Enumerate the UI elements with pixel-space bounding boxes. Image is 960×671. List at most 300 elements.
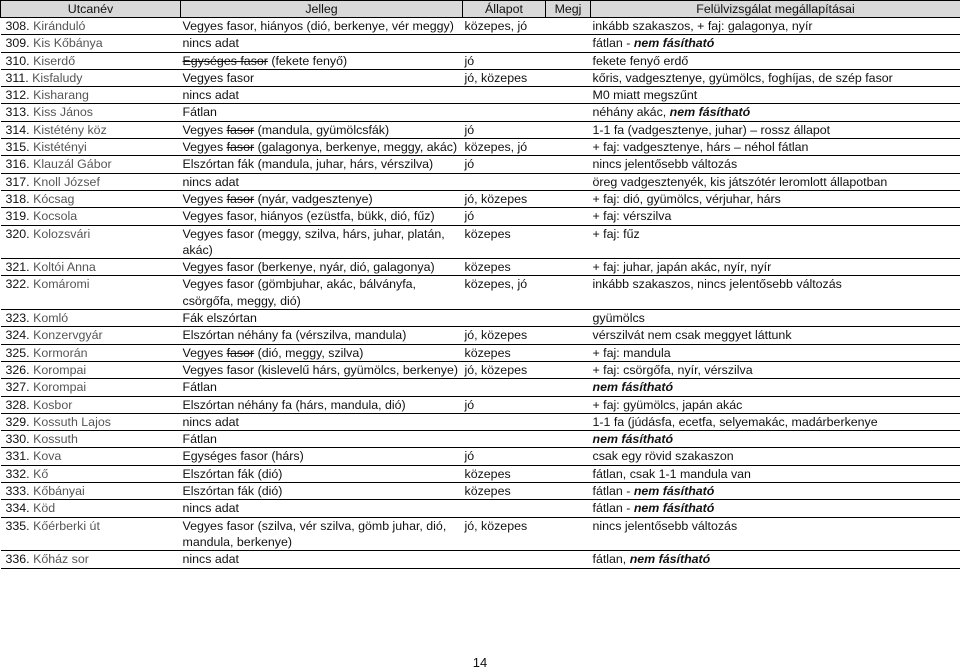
row-number: 323.	[5, 311, 30, 326]
street-name: Kiránduló	[33, 19, 86, 33]
street-name-cell	[1, 18, 181, 35]
felul-text: fekete fenyő erdő	[592, 53, 689, 68]
jelleg-text: Fátlan	[182, 432, 217, 447]
megj-cell	[546, 208, 591, 225]
felulvizsgalat-cell	[591, 87, 960, 104]
street-name-cell	[1, 500, 181, 517]
table-row	[1, 35, 960, 52]
header-felulvizsgalat: Felülvizsgálat megállapításai	[591, 1, 960, 18]
row-number: 311.	[5, 70, 29, 85]
allapot-cell: jó, közepes	[463, 517, 546, 551]
megj-cell	[546, 259, 591, 276]
jelleg-text: Vegyes fasor	[182, 70, 255, 85]
street-name: Kiserdő	[33, 53, 76, 68]
jelleg-cell	[181, 259, 463, 276]
jelleg-text: (mandula, gyümölcsfák)	[254, 122, 390, 137]
street-name-cell	[1, 396, 181, 413]
jelleg-text: Fátlan	[182, 105, 217, 120]
jelleg-text: (nyár, vadgesztenye)	[254, 191, 373, 206]
allapot-cell: jó	[463, 121, 546, 138]
street-name-cell	[1, 52, 181, 69]
felulvizsgalat-cell	[591, 448, 960, 465]
jelleg-text: Egységes fasor	[182, 53, 268, 68]
allapot-cell	[463, 35, 546, 52]
allapot-cell	[463, 173, 546, 190]
jelleg-text: Fák elszórtan	[182, 311, 257, 326]
street-name-cell	[1, 190, 181, 207]
megj-cell	[546, 361, 591, 378]
table-row	[1, 259, 960, 276]
megj-cell	[546, 500, 591, 517]
row-number: 331.	[5, 449, 30, 464]
table-row	[1, 139, 960, 156]
jelleg-cell	[181, 517, 463, 551]
megj-cell	[546, 551, 591, 568]
megj-cell	[546, 69, 591, 86]
table-body	[1, 18, 960, 569]
jelleg-text: Egységes fasor (hárs)	[182, 449, 304, 464]
megj-cell	[546, 327, 591, 344]
megj-cell	[546, 139, 591, 156]
jelleg-text: fasor	[226, 191, 255, 206]
row-number: 312.	[5, 88, 30, 103]
jelleg-text: (galagonya, berkenye, meggy, akác)	[254, 140, 458, 155]
megj-cell	[546, 104, 591, 121]
jelleg-cell	[181, 18, 463, 35]
row-number: 310.	[5, 53, 30, 68]
row-number: 332.	[5, 466, 30, 481]
jelleg-text: fasor	[226, 345, 255, 360]
table-row	[1, 431, 960, 448]
felulvizsgalat-cell	[591, 361, 960, 378]
street-name-cell	[1, 156, 181, 173]
street-name: Kossuth Lajos	[33, 414, 111, 429]
felul-text: 1-1 fa (vadgesztenye, juhar) – rossz állapot	[592, 122, 831, 137]
felul-text: + faj: fűz	[592, 226, 640, 241]
jelleg-cell	[181, 379, 463, 396]
jelleg-cell	[181, 344, 463, 361]
jelleg-cell	[181, 156, 463, 173]
megj-cell	[546, 465, 591, 482]
table-row	[1, 517, 960, 551]
jelleg-cell	[181, 225, 463, 259]
jelleg-cell	[181, 208, 463, 225]
table-row	[1, 225, 960, 259]
felul-text: csak egy rövid szakaszon	[592, 449, 734, 464]
felulvizsgalat-cell	[591, 18, 960, 35]
felulvizsgalat-cell	[591, 344, 960, 361]
jelleg-text: Vegyes fasor (berkenye, nyár, dió, galagonya)	[182, 260, 435, 275]
table-row	[1, 190, 960, 207]
row-number: 327.	[5, 380, 30, 395]
megj-cell	[546, 35, 591, 52]
felulvizsgalat-cell	[591, 35, 960, 52]
allapot-cell: jó, közepes	[463, 190, 546, 207]
jelleg-text: Vegyes fasor (kislevelű hárs, gyümölcs, berkenye)	[182, 362, 458, 377]
street-name: Komló	[33, 311, 69, 326]
jelleg-cell	[181, 121, 463, 138]
allapot-cell: közepes, jó	[463, 18, 546, 35]
street-name-cell	[1, 104, 181, 121]
megj-cell	[546, 431, 591, 448]
jelleg-text: (dió, meggy, szilva)	[254, 345, 364, 360]
row-number: 324.	[5, 328, 30, 343]
jelleg-cell	[181, 310, 463, 327]
street-name-cell	[1, 276, 181, 310]
jelleg-text: Elszórtan fák (dió)	[182, 466, 283, 481]
row-number: 309.	[5, 36, 30, 51]
jelleg-cell	[181, 431, 463, 448]
jelleg-text: Vegyes	[182, 140, 227, 155]
jelleg-cell	[181, 465, 463, 482]
megj-cell	[546, 52, 591, 69]
felul-text: nem fásítható	[669, 105, 751, 120]
row-number: 321.	[5, 260, 30, 275]
jelleg-text: nincs adat	[182, 501, 239, 516]
felulvizsgalat-cell	[591, 327, 960, 344]
header-jelleg: Jelleg	[181, 1, 463, 18]
jelleg-text: nincs adat	[182, 552, 239, 567]
row-number: 335.	[5, 518, 30, 533]
felulvizsgalat-cell	[591, 121, 960, 138]
jelleg-cell	[181, 69, 463, 86]
felulvizsgalat-cell	[591, 517, 960, 551]
felul-text: fátlan, csak 1-1 mandula van	[592, 466, 751, 481]
megj-cell	[546, 156, 591, 173]
megj-cell	[546, 87, 591, 104]
street-name: Kossuth	[33, 432, 78, 447]
table-row	[1, 483, 960, 500]
felul-text: inkább szakaszos, + faj: galagonya, nyír	[592, 19, 813, 33]
allapot-cell: jó	[463, 448, 546, 465]
street-name-cell	[1, 139, 181, 156]
jelleg-text: nincs adat	[182, 174, 239, 189]
felul-text: M0 miatt megszűnt	[592, 88, 698, 103]
felul-text: nem fásítható	[633, 484, 715, 499]
table-row	[1, 448, 960, 465]
felul-text: + faj: csörgőfa, nyír, vérszilva	[592, 362, 753, 377]
street-name-cell	[1, 431, 181, 448]
jelleg-text: Vegyes fasor (szilva, vér szilva, gömb juhar, dió, mandula, berkenye)	[182, 518, 447, 549]
row-number: 313.	[5, 105, 30, 120]
row-number: 336.	[5, 552, 30, 567]
row-number: 329.	[5, 414, 30, 429]
megj-cell	[546, 276, 591, 310]
jelleg-text: Vegyes	[182, 191, 227, 206]
street-name-cell	[1, 208, 181, 225]
header-megj: Megj	[546, 1, 591, 18]
jelleg-cell	[181, 551, 463, 568]
street-name: Kormorán	[33, 345, 88, 360]
jelleg-text: nincs adat	[182, 414, 239, 429]
table-row	[1, 156, 960, 173]
table-row	[1, 121, 960, 138]
page-number: 14	[472, 655, 488, 670]
jelleg-text: fasor	[226, 140, 255, 155]
allapot-cell	[463, 310, 546, 327]
megj-cell	[546, 173, 591, 190]
street-name: Kőbányai	[33, 484, 85, 499]
street-name-cell	[1, 448, 181, 465]
row-number: 322.	[5, 277, 30, 292]
felulvizsgalat-cell	[591, 310, 960, 327]
jelleg-cell	[181, 396, 463, 413]
megj-cell	[546, 190, 591, 207]
felulvizsgalat-cell	[591, 551, 960, 568]
megj-cell	[546, 517, 591, 551]
row-number: 316.	[5, 157, 30, 172]
felul-text: nem fásítható	[633, 36, 715, 51]
street-name-cell	[1, 225, 181, 259]
allapot-cell: jó, közepes	[463, 327, 546, 344]
table-row	[1, 413, 960, 430]
felulvizsgalat-cell	[591, 173, 960, 190]
street-name: Korompai	[33, 380, 87, 395]
row-number: 319.	[5, 209, 30, 224]
allapot-cell	[463, 500, 546, 517]
row-number: 320.	[5, 226, 30, 241]
row-number: 315.	[5, 140, 30, 155]
street-name: Kis Kőbánya	[33, 36, 103, 51]
jelleg-cell	[181, 448, 463, 465]
street-name-cell	[1, 551, 181, 568]
street-name: Kő	[33, 466, 49, 481]
jelleg-text: Elszórtan fák (mandula, juhar, hárs, vérszilva)	[182, 157, 434, 172]
jelleg-cell	[181, 276, 463, 310]
jelleg-cell	[181, 35, 463, 52]
felulvizsgalat-cell	[591, 465, 960, 482]
jelleg-cell	[181, 327, 463, 344]
felul-text: vérszilvát nem csak meggyet láttunk	[592, 328, 792, 343]
megj-cell	[546, 396, 591, 413]
street-name: Konzervgyár	[33, 328, 103, 343]
street-name: Koltói Anna	[33, 260, 96, 275]
megj-cell	[546, 413, 591, 430]
header-utcanev: Utcanév	[1, 1, 181, 18]
megj-cell	[546, 448, 591, 465]
street-name-cell	[1, 379, 181, 396]
felulvizsgalat-cell	[591, 413, 960, 430]
row-number: 334.	[5, 501, 30, 516]
jelleg-cell	[181, 104, 463, 121]
felul-text: gyümölcs	[592, 311, 645, 326]
street-name: Kolozsvári	[33, 226, 91, 241]
megj-cell	[546, 18, 591, 35]
felul-text: 1-1 fa (júdásfa, ecetfa, selyemakác, madárberkenye	[592, 414, 878, 429]
street-name-cell	[1, 413, 181, 430]
allapot-cell: jó	[463, 208, 546, 225]
allapot-cell: jó, közepes	[463, 361, 546, 378]
felul-text: + faj: dió, gyümölcs, vérjuhar, hárs	[592, 191, 781, 206]
street-name-cell	[1, 69, 181, 86]
jelleg-text: Elszórtan néhány fa (vérszilva, mandula)	[182, 328, 407, 343]
felul-text: nem fásítható	[592, 432, 674, 447]
street-name: Kőérberki út	[33, 518, 100, 533]
street-name: Kosbor	[33, 397, 73, 412]
felul-text: fátlan,	[592, 552, 630, 567]
megj-cell	[546, 225, 591, 259]
felul-text: nem fásítható	[633, 501, 715, 516]
street-name: Kova	[33, 449, 62, 464]
allapot-cell: közepes	[463, 259, 546, 276]
row-number: 308.	[5, 19, 30, 33]
street-name: Korompai	[33, 362, 87, 377]
megj-cell	[546, 310, 591, 327]
header-allapot: Állapot	[463, 1, 546, 18]
felul-text: nincs jelentősebb változás	[592, 157, 738, 172]
jelleg-text: fasor	[226, 122, 255, 137]
street-name: Kistétényi	[33, 140, 87, 155]
table-row	[1, 465, 960, 482]
street-name-cell	[1, 310, 181, 327]
felulvizsgalat-cell	[591, 139, 960, 156]
allapot-cell	[463, 413, 546, 430]
felulvizsgalat-cell	[591, 104, 960, 121]
allapot-cell: közepes	[463, 344, 546, 361]
felulvizsgalat-cell	[591, 259, 960, 276]
table-row	[1, 310, 960, 327]
felul-text: kőris, vadgesztenye, gyümölcs, foghíjas, de szép fasor	[592, 70, 893, 85]
table-row	[1, 327, 960, 344]
table-row	[1, 500, 960, 517]
street-name-cell	[1, 259, 181, 276]
felul-text: fátlan -	[592, 484, 634, 499]
jelleg-text: (fekete fenyő)	[267, 53, 348, 68]
jelleg-cell	[181, 173, 463, 190]
felulvizsgalat-cell	[591, 69, 960, 86]
row-number: 314.	[5, 122, 30, 137]
table-row	[1, 173, 960, 190]
felulvizsgalat-cell	[591, 208, 960, 225]
jelleg-text: Vegyes fasor (gömbjuhar, akác, bálványfa, csörgőfa, meggy, dió)	[182, 277, 416, 308]
felulvizsgalat-cell	[591, 52, 960, 69]
jelleg-text: Vegyes fasor, hiányos (dió, berkenye, vér meggy)	[182, 19, 454, 33]
jelleg-text: Elszórtan fák (dió)	[182, 484, 283, 499]
jelleg-cell	[181, 500, 463, 517]
jelleg-cell	[181, 483, 463, 500]
felulvizsgalat-cell	[591, 483, 960, 500]
street-name: Klauzál Gábor	[33, 157, 112, 172]
allapot-cell	[463, 431, 546, 448]
jelleg-text: Elszórtan néhány fa (hárs, mandula, dió)	[182, 397, 406, 412]
felul-text: fátlan -	[592, 36, 634, 51]
table-row	[1, 344, 960, 361]
felul-text: öreg vadgesztenyék, kis játszótér leromlott állapotban	[592, 174, 888, 189]
allapot-cell: közepes	[463, 465, 546, 482]
felulvizsgalat-cell	[591, 156, 960, 173]
jelleg-cell	[181, 87, 463, 104]
allapot-cell: közepes	[463, 225, 546, 259]
row-number: 326.	[5, 362, 30, 377]
street-name-cell	[1, 87, 181, 104]
table-row	[1, 87, 960, 104]
felul-text: nem fásítható	[592, 380, 674, 395]
table-row	[1, 396, 960, 413]
felulvizsgalat-cell	[591, 225, 960, 259]
jelleg-text: nincs adat	[182, 88, 239, 103]
felul-text: fátlan -	[592, 501, 634, 516]
felul-text: néhány akác,	[592, 105, 670, 120]
row-number: 330.	[5, 432, 30, 447]
street-name: Kocsola	[33, 209, 78, 224]
street-name: Kiss János	[33, 105, 93, 120]
street-name-cell	[1, 327, 181, 344]
felul-text: inkább szakaszos, nincs jelentősebb változás	[592, 277, 842, 292]
table-header-row	[1, 1, 960, 18]
felulvizsgalat-cell	[591, 190, 960, 207]
felul-text: + faj: vérszilva	[592, 209, 672, 224]
felul-text: + faj: gyümölcs, japán akác	[592, 397, 743, 412]
table-row	[1, 18, 960, 35]
street-name: Komáromi	[33, 277, 90, 292]
table-row	[1, 276, 960, 310]
allapot-cell: jó	[463, 156, 546, 173]
table-row	[1, 551, 960, 568]
table-row	[1, 379, 960, 396]
street-name-cell	[1, 465, 181, 482]
felulvizsgalat-cell	[591, 396, 960, 413]
jelleg-text: nincs adat	[182, 36, 239, 51]
jelleg-cell	[181, 52, 463, 69]
allapot-cell	[463, 379, 546, 396]
table-row	[1, 208, 960, 225]
row-number: 333.	[5, 484, 30, 499]
felul-text: + faj: vadgesztenye, hárs – néhol fátlan	[592, 140, 809, 155]
street-name: Köd	[33, 501, 56, 516]
jelleg-text: Vegyes	[182, 122, 227, 137]
allapot-cell: jó	[463, 52, 546, 69]
row-number: 317.	[5, 174, 30, 189]
jelleg-cell	[181, 413, 463, 430]
street-name-cell	[1, 361, 181, 378]
allapot-cell	[463, 87, 546, 104]
street-name: Kistétény köz	[33, 122, 107, 137]
jelleg-cell	[181, 139, 463, 156]
allapot-cell: jó	[463, 396, 546, 413]
felulvizsgalat-cell	[591, 379, 960, 396]
felul-text: + faj: juhar, japán akác, nyír, nyír	[592, 260, 772, 275]
street-name: Kőház sor	[33, 552, 89, 567]
row-number: 325.	[5, 345, 30, 360]
row-number: 328.	[5, 397, 30, 412]
jelleg-text: Vegyes	[182, 345, 227, 360]
street-name: Kisfaludy	[32, 70, 83, 85]
jelleg-cell	[181, 361, 463, 378]
felul-text: + faj: mandula	[592, 345, 671, 360]
allapot-cell: közepes	[463, 483, 546, 500]
street-name-cell	[1, 35, 181, 52]
street-name-cell	[1, 121, 181, 138]
street-name: Knoll József	[33, 174, 100, 189]
table-row	[1, 361, 960, 378]
megj-cell	[546, 379, 591, 396]
street-name: Kócsag	[33, 191, 75, 206]
table-row	[1, 52, 960, 69]
jelleg-text: Fátlan	[182, 380, 217, 395]
street-name-cell	[1, 344, 181, 361]
table-row	[1, 69, 960, 86]
felulvizsgalat-cell	[591, 500, 960, 517]
allapot-cell: közepes, jó	[463, 139, 546, 156]
street-name-cell	[1, 517, 181, 551]
street-name-cell	[1, 483, 181, 500]
jelleg-text: Vegyes fasor, hiányos (ezüstfa, bükk, dió, fűz)	[182, 209, 435, 224]
allapot-cell	[463, 104, 546, 121]
felul-text: nem fásítható	[629, 552, 711, 567]
jelleg-text: Vegyes fasor (meggy, szilva, hárs, juhar, platán, akác)	[182, 226, 445, 257]
felulvizsgalat-cell	[591, 431, 960, 448]
megj-cell	[546, 483, 591, 500]
